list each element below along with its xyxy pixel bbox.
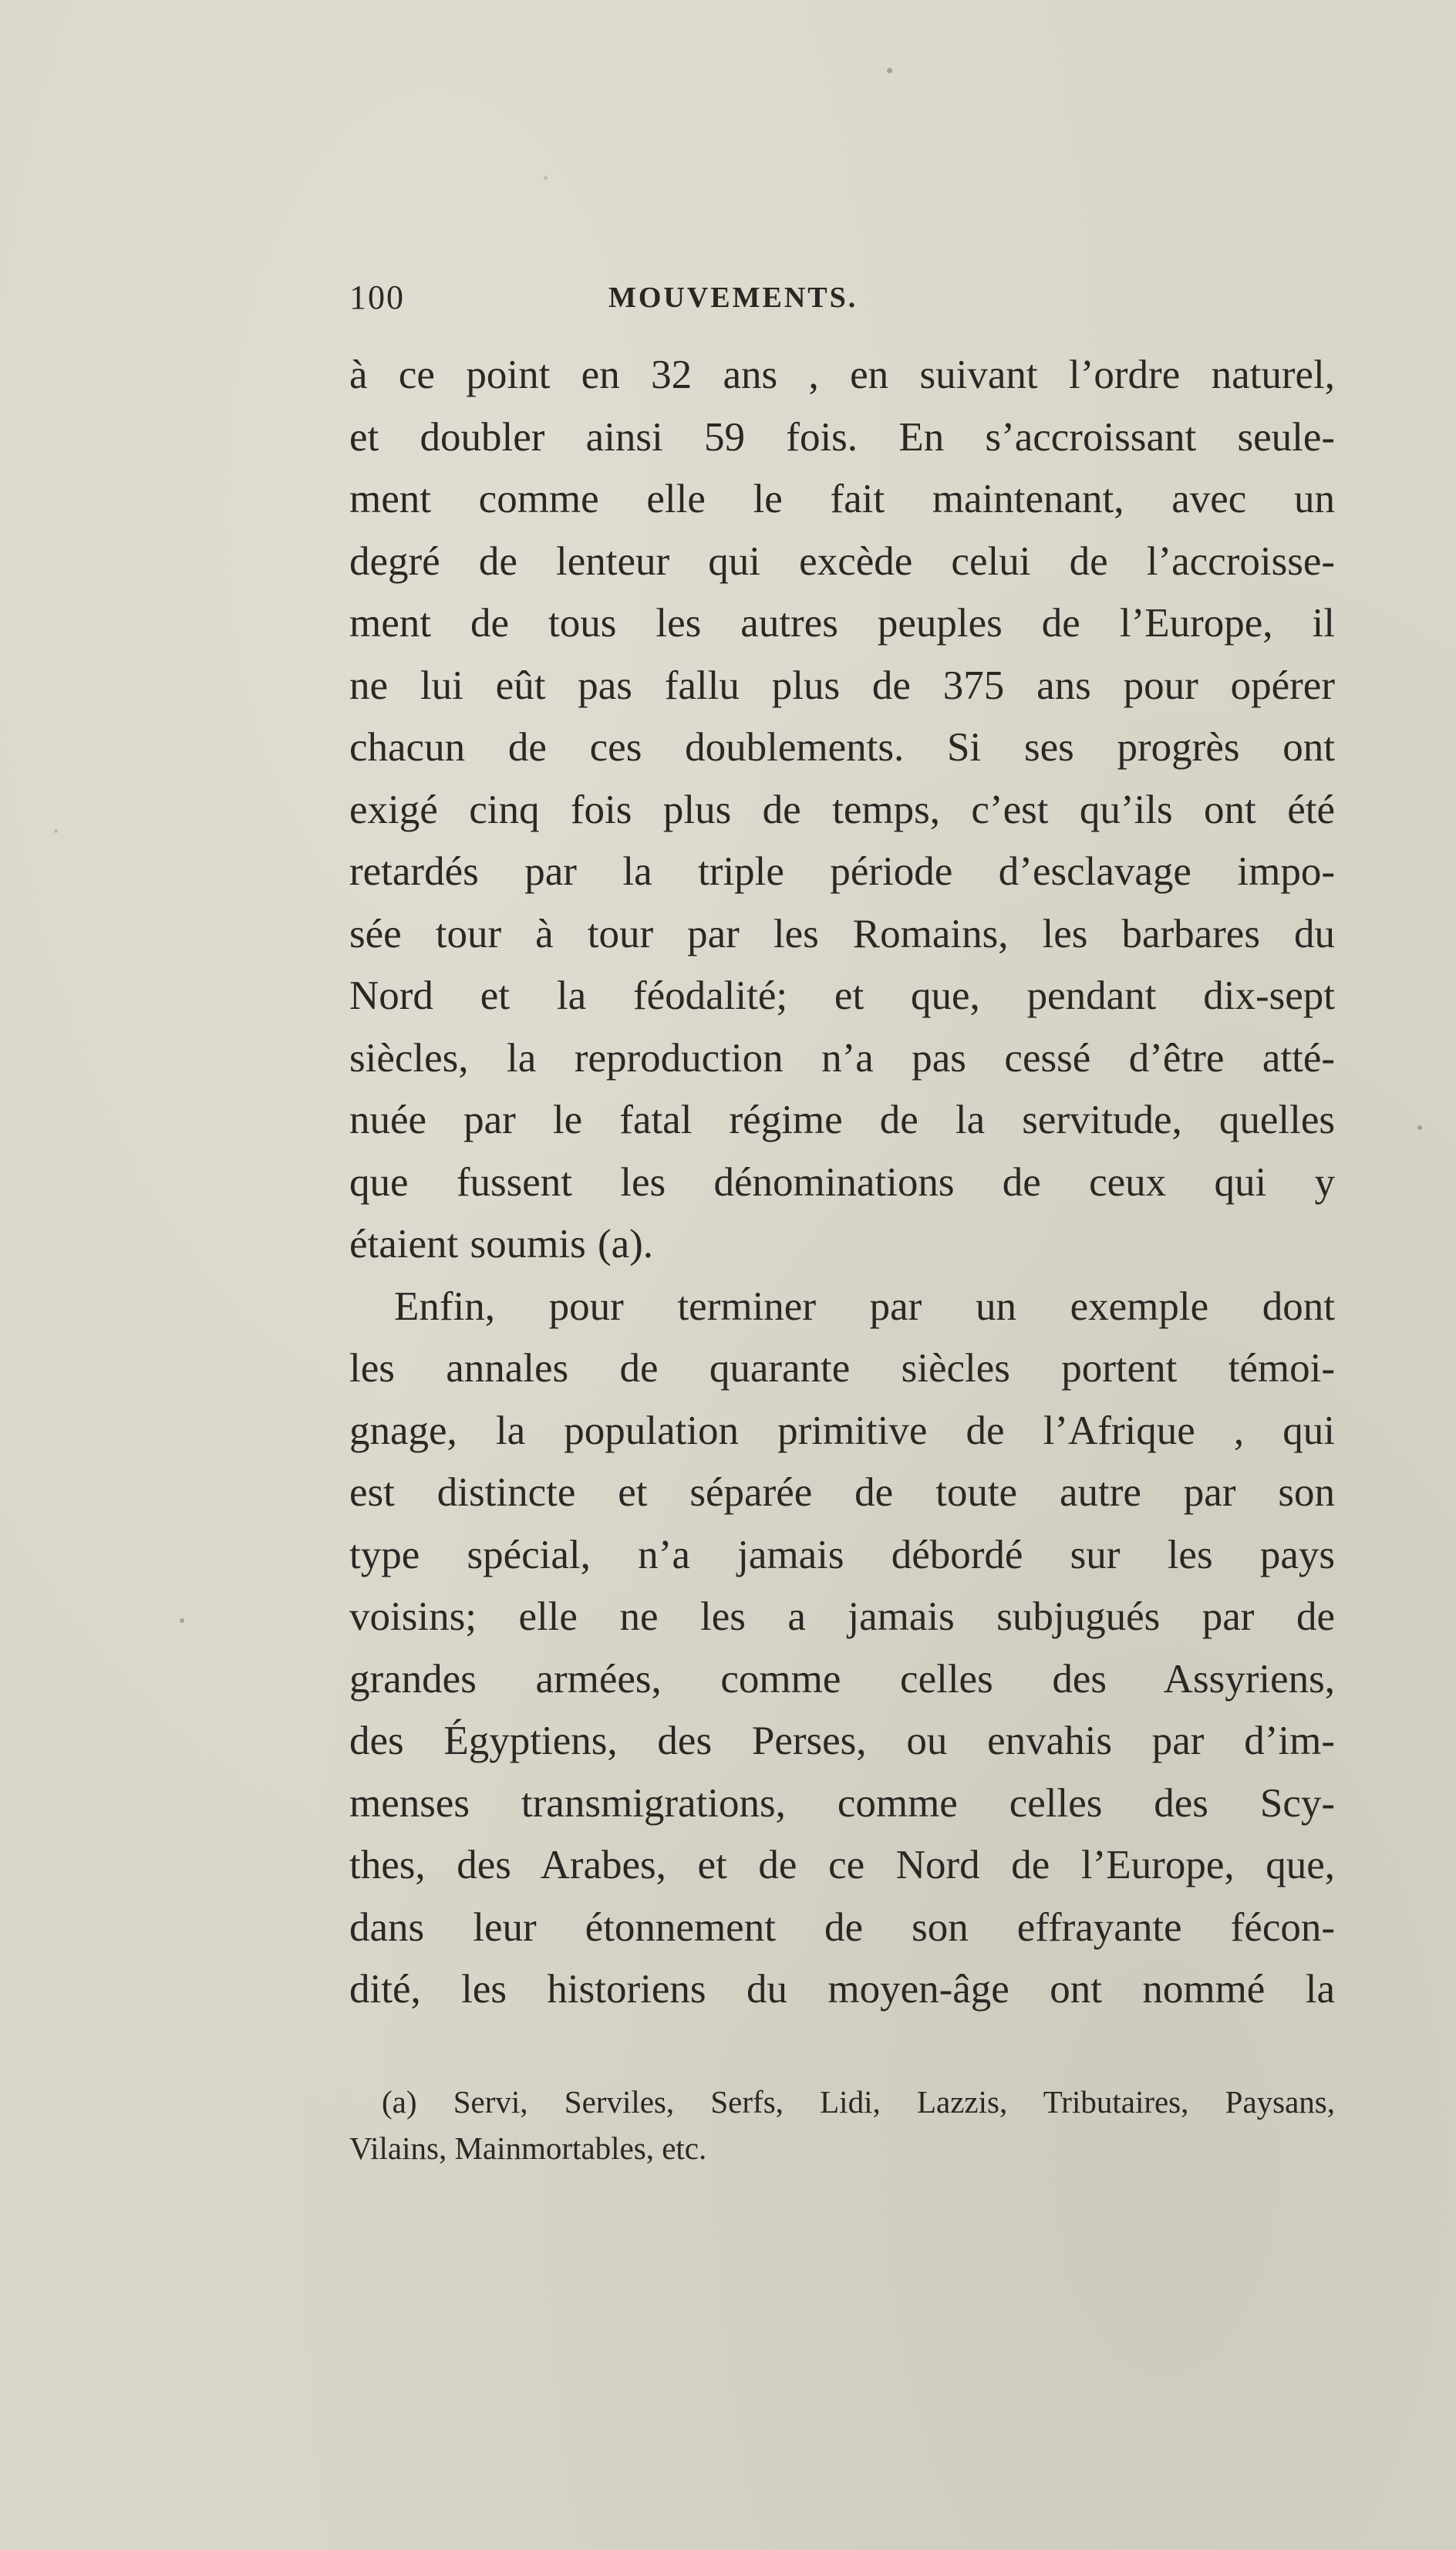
text-line: dans leur étonnement de son effrayante fécon- (349, 1904, 1335, 1950)
text-line: grandes armées, comme celles des Assyriens, (349, 1656, 1335, 1702)
text-line: sée tour à tour par les Romains, les barbares du (349, 911, 1335, 956)
text-line: menses transmigrations, comme celles des Scy- (349, 1780, 1335, 1826)
text-line: des Égyptiens, des Perses, ou envahis par d’im- (349, 1719, 1335, 1763)
text-line: et doubler ainsi 59 fois. En s’accroissant seule- (349, 414, 1335, 460)
text-line: ne lui eût pas fallu plus de 375 ans pour opérer (349, 663, 1335, 708)
text-line: Enfin, pour terminer par un exemple dont (394, 1283, 1335, 1329)
running-head (349, 278, 1335, 324)
footnote-line: Vilains, Mainmortables, etc. (349, 2130, 707, 2166)
paper-speck (180, 1618, 184, 1623)
paper-speck (54, 829, 58, 833)
text-line: exigé cinq fois plus de temps, c’est qu’ils ont été (349, 787, 1335, 832)
text-line: les annales de quarante siècles portent témoi- (349, 1346, 1335, 1391)
paper-speck (887, 68, 892, 73)
text-line: degré de lenteur qui excède celui de l’accroisse- (349, 538, 1335, 584)
text-line: type spécial, n’a jamais débordé sur les pays (349, 1532, 1335, 1577)
paper-speck (1417, 1125, 1422, 1130)
footnote-line: (a) Servi, Serviles, Serfs, Lidi, Lazzis, Tributaires, Paysans, (382, 2084, 1335, 2120)
text-line: à ce point en 32 ans , en suivant l’ordre naturel, (349, 352, 1335, 397)
text-line: étaient soumis (a). (349, 1222, 654, 1267)
text-line: thes, des Arabes, et de ce Nord de l’Europe, que, (349, 1843, 1335, 1887)
running-title: MOUVEMENTS. (608, 282, 858, 314)
text-line: gnage, la population primitive de l’Afrique , qui (349, 1408, 1335, 1453)
text-line: retardés par la triple période d’esclavage impo- (349, 849, 1335, 894)
text-line: nuée par le fatal régime de la servitude, quelles (349, 1098, 1335, 1142)
text-line: voisins; elle ne les a jamais subjugués par de (349, 1594, 1335, 1639)
text-line: siècles, la reproduction n’a pas cessé d’être atté- (349, 1035, 1335, 1081)
paper-speck (544, 176, 548, 180)
footnote (349, 2079, 1335, 2171)
text-line: chacun de ces doublements. Si ses progrès ont (349, 725, 1335, 770)
body-text (349, 344, 1335, 2021)
text-line: est distincte et séparée de toute autre par son (349, 1470, 1335, 1515)
page-number: 100 (349, 278, 405, 316)
text-line: Nord et la féodalité; et que, pendant dix-sept (349, 973, 1335, 1018)
text-line: ment de tous les autres peuples de l’Europe, il (349, 601, 1335, 646)
text-line: dité, les historiens du moyen-âge ont nommé la (349, 1967, 1335, 2012)
text-line: ment comme elle le fait maintenant, avec un (349, 477, 1335, 521)
text-line: que fussent les dénominations de ceux qui y (349, 1159, 1335, 1205)
